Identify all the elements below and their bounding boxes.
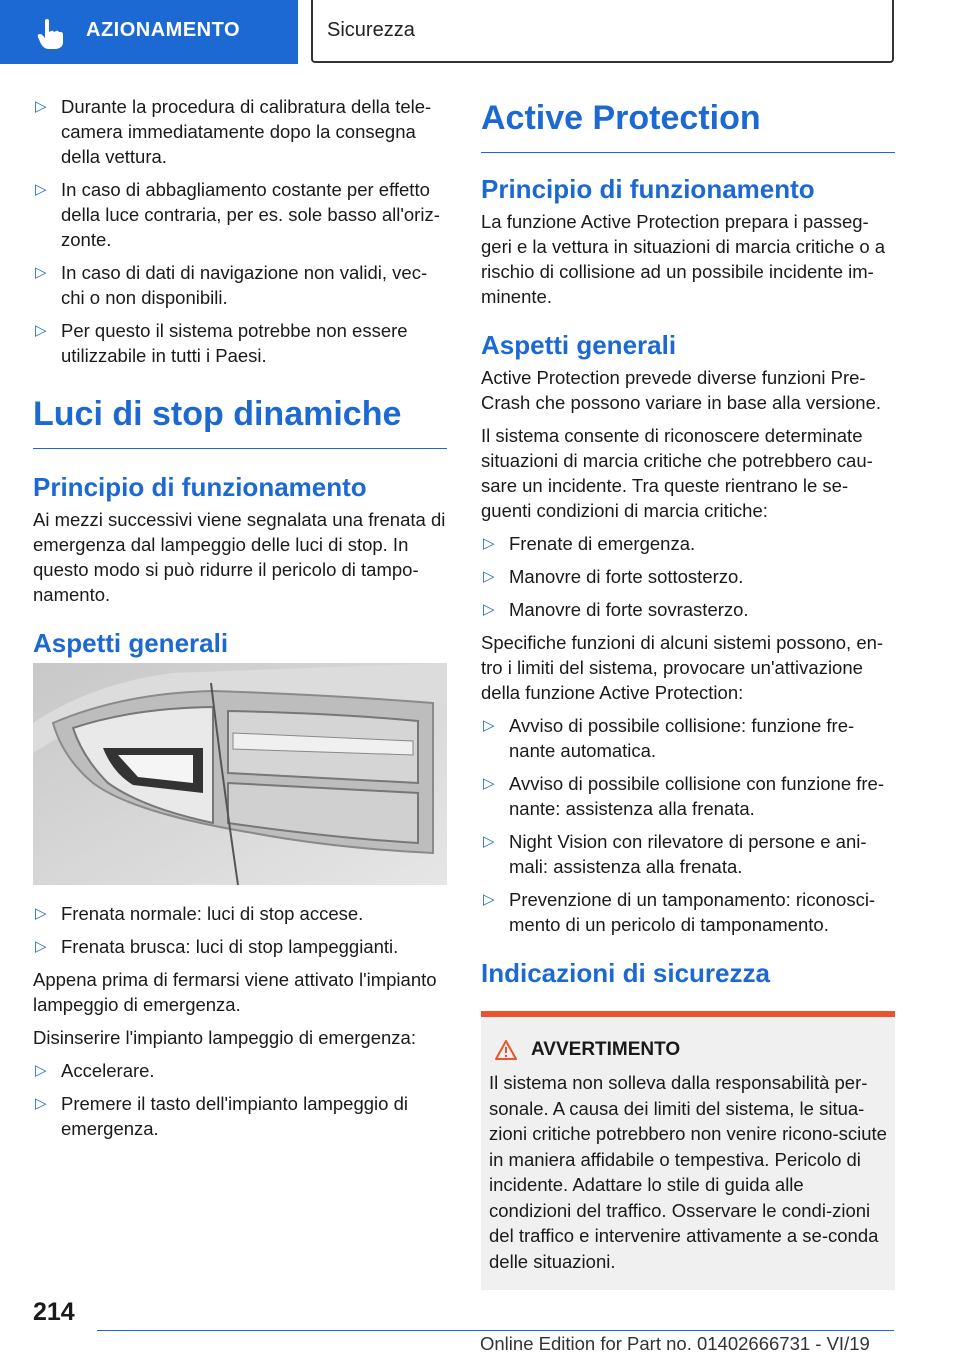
page-number: 214 [33,1298,75,1326]
heading-principle: Principio di funzionamento [481,174,815,204]
heading-principle: Principio di funzionamento [33,472,367,502]
bullet-triangle-icon: ▷ [35,938,47,955]
bullet-triangle-icon: ▷ [483,891,495,908]
left-column [33,94,447,1149]
warning-header [489,1037,887,1062]
bullet-triangle-icon: ▷ [35,905,47,922]
section-tab [0,0,298,64]
tail-light-image [33,663,447,885]
paragraph: Specifiche funzioni di alcuni sistemi possono, en-tro i limiti del sistema, provocare un'attivazione della funzione Active Protection: [481,632,884,703]
list-item: ▷ Accelerare. [35,1060,155,1081]
heading-safety: Indicazioni di sicurezza [481,958,770,988]
bullet-triangle-icon: ▷ [483,717,495,734]
heading-active-protection: Active Protection [481,98,895,153]
warning-text: Il sistema non solleva dalla responsabilità per-sonale. A causa dei limiti del sistema, le situa-zioni critiche potrebbero non venire ricono-sciute in maniera affidabile o tempestiva. Pericolo di incidente. Adattare lo stile di guida alle condizioni del traffico. Osservare le condi-zioni del traffico e intervenire attivamente a se-conda delle situazioni. [489,1072,887,1272]
bullet-triangle-icon: ▷ [483,601,495,618]
list-item: ▷ Durante la procedura di calibratura della tele-camera immediatamente dopo la consegna della vettura. [35,96,432,167]
section-title: AZIONAMENTO [86,19,241,41]
bullet-triangle-icon: ▷ [35,322,47,339]
list-item: ▷ In caso di dati di navigazione non validi, vec-chi o non disponibili. [35,262,428,308]
bullet-triangle-icon: ▷ [35,181,47,198]
bullet-triangle-icon: ▷ [483,833,495,850]
warning-title: AVVERTIMENTO [531,1039,681,1060]
warning-box [481,1011,895,1290]
heading-general: Aspetti generali [33,628,229,658]
paragraph: Active Protection prevede diverse funzioni Pre-Crash che possono variare in base alla versione. [481,367,882,413]
list-item: ▷ Premere il tasto dell'impianto lampeggio di emergenza. [35,1093,408,1139]
bullet-triangle-icon: ▷ [483,775,495,792]
list-item: ▷ Per questo il sistema potrebbe non essere utilizzabile in tutti i Paesi. [35,320,408,366]
heading-dynamic-brake-lights: Luci di stop dinamiche [33,394,447,449]
footer-edition: Online Edition for Part no. 01402666731 - VI/19 [480,1333,870,1354]
list-item: ▷ Manovre di forte sovrasterzo. [483,599,749,620]
bullet-triangle-icon: ▷ [35,264,47,281]
warning-triangle-icon [495,1040,517,1060]
list-item: ▷ Frenate di emergenza. [483,533,696,554]
paragraph: Appena prima di fermarsi viene attivato l'impianto lampeggio di emergenza. [33,969,437,1015]
bullet-triangle-icon: ▷ [35,1095,47,1112]
heading-general: Aspetti generali [481,330,677,360]
principle-text: Ai mezzi successivi viene segnalata una frenata di emergenza dal lampeggio delle luci di stop. In questo modo si può ridurre il pericolo di tampo-namento. [33,509,446,605]
list-item: ▷ Avviso di possibile collisione: funzione fre-nante automatica. [483,715,855,761]
bullet-triangle-icon: ▷ [35,98,47,115]
footer-divider [97,1330,894,1331]
subsection-title: Sicurezza [327,19,415,41]
list-item: ▷ Night Vision con rilevatore di persone e ani-mali: assistenza alla frenata. [483,831,867,877]
paragraph: Il sistema consente di riconoscere determinate situazioni di marcia critiche che potrebbero cau-sare un incidente. Tra queste rientrano le se-guenti condizioni di marcia critiche: [481,425,873,521]
list-item: ▷ In caso di abbagliamento costante per effetto della luce contraria, per es. sole basso all'oriz-zonte. [35,179,440,250]
bullet-triangle-icon: ▷ [483,568,495,585]
principle-text: La funzione Active Protection prepara i passeg-geri e la vettura in situazioni di marcia critiche o a rischio di collisione ad un possibile incidente im-minente. [481,211,886,307]
list-item: ▷ Prevenzione di un tamponamento: riconosci-mento di un pericolo di tamponamento. [483,889,876,935]
list-item: ▷ Frenata brusca: luci di stop lampeggianti. [35,936,399,957]
list-item: ▷ Manovre di forte sottosterzo. [483,566,744,587]
paragraph: Disinserire l'impianto lampeggio di emergenza: [33,1027,416,1048]
bullet-triangle-icon: ▷ [483,535,495,552]
hand-pointer-icon [36,18,66,50]
list-item: ▷ Avviso di possibile collisione con funzione fre-nante: assistenza alla frenata. [483,773,884,819]
bullet-triangle-icon: ▷ [35,1062,47,1079]
list-item: ▷ Frenata normale: luci di stop accese. [35,903,364,924]
subsection-box [311,0,894,63]
right-column [481,98,895,1290]
